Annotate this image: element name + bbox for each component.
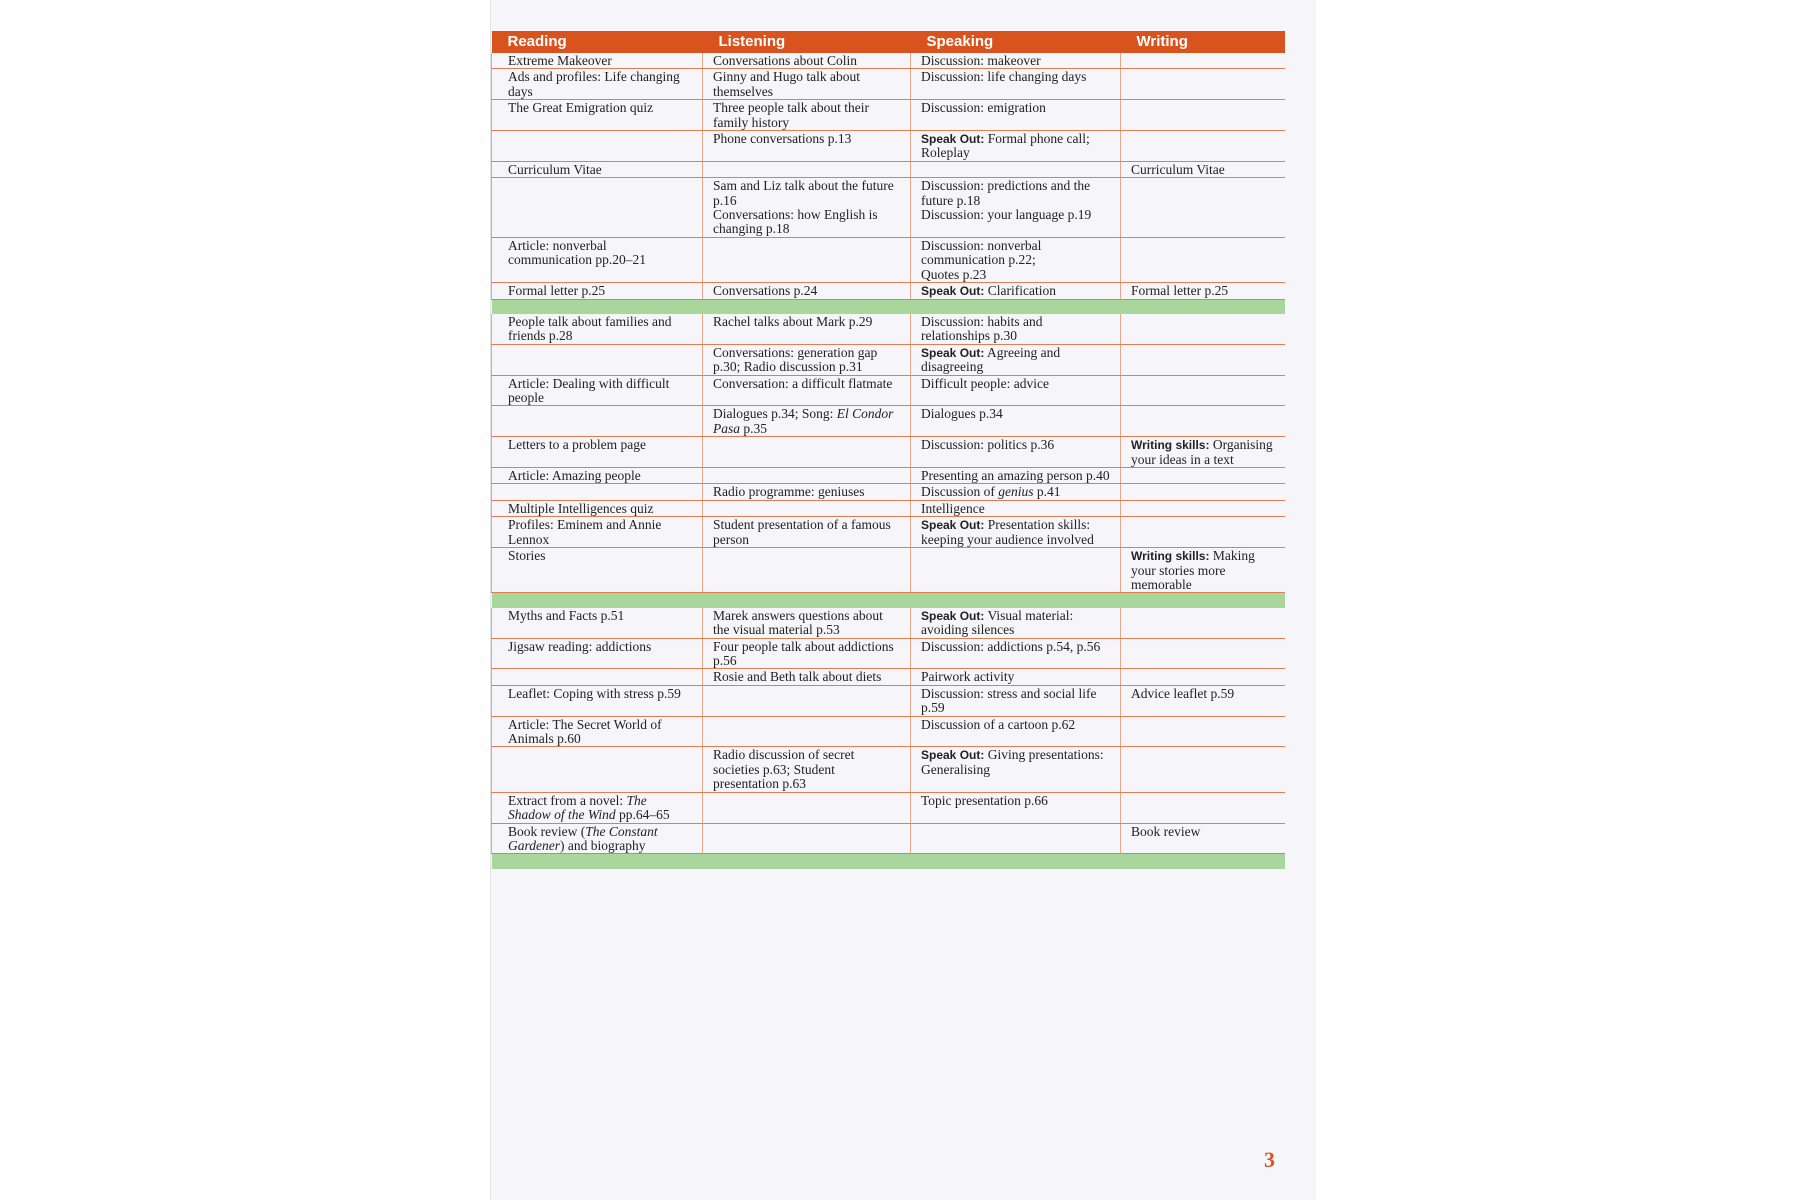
listening-cell bbox=[703, 100, 911, 131]
table-row bbox=[492, 344, 1285, 375]
section-separator-bar bbox=[492, 593, 1285, 608]
writing-cell bbox=[1121, 69, 1285, 100]
speaking-cell bbox=[911, 716, 1121, 747]
cell-text: Conversations p.24 bbox=[713, 283, 818, 299]
speaking-cell bbox=[911, 344, 1121, 375]
cell-text: Jigsaw reading: addictions bbox=[508, 638, 652, 654]
cell-text: Organising your ideas in a text bbox=[1131, 437, 1273, 467]
speaking-cell bbox=[911, 178, 1121, 238]
section-separator-bar bbox=[492, 299, 1285, 314]
reading-cell bbox=[492, 517, 703, 548]
writing-cell bbox=[1121, 548, 1285, 593]
cell-text: Topic presentation p.66 bbox=[921, 792, 1048, 808]
reading-cell bbox=[492, 608, 703, 638]
cell-text: Discussion of a cartoon p.62 bbox=[921, 716, 1076, 732]
page-number: 3 bbox=[1264, 1147, 1275, 1172]
reading-cell bbox=[492, 500, 703, 516]
table-row bbox=[492, 237, 1285, 282]
reading-cell bbox=[492, 823, 703, 854]
cell-text: Formal phone call; Roleplay bbox=[921, 131, 1090, 161]
cell-text: Student presentation of a famous person bbox=[713, 517, 891, 547]
listening-cell bbox=[703, 69, 911, 100]
section-separator-bar bbox=[492, 854, 1285, 869]
table-row bbox=[492, 375, 1285, 406]
italic-title: The Constant Gardener bbox=[508, 823, 658, 853]
reading-cell bbox=[492, 314, 703, 344]
speaking-cell bbox=[911, 237, 1121, 282]
reading-cell bbox=[492, 161, 703, 177]
cell-text: pp.64–65 bbox=[615, 807, 670, 823]
cell-text: Rosie and Beth talk about diets bbox=[713, 669, 882, 685]
cell-text: Conversations: generation gap p.30; Radio discussion p.31 bbox=[713, 344, 878, 375]
listening-cell bbox=[703, 792, 911, 823]
writing-cell bbox=[1121, 161, 1285, 177]
skill-label: Speak Out: bbox=[921, 132, 985, 147]
cell-text: Radio programme: geniuses bbox=[713, 484, 865, 500]
listening-cell bbox=[703, 747, 911, 792]
listening-cell bbox=[703, 161, 911, 177]
speaking-cell bbox=[911, 100, 1121, 131]
listening-cell bbox=[703, 468, 911, 484]
listening-cell bbox=[703, 314, 911, 344]
cell-text: Extract from a novel: bbox=[508, 792, 627, 808]
table-row bbox=[492, 283, 1285, 299]
skill-label: Speak Out: bbox=[921, 608, 985, 623]
cell-text: Book review ( bbox=[508, 823, 586, 839]
speaking-cell bbox=[911, 131, 1121, 162]
italic-title: genius bbox=[998, 484, 1034, 500]
writing-cell bbox=[1121, 716, 1285, 747]
reading-cell bbox=[492, 100, 703, 131]
table-row bbox=[492, 131, 1285, 162]
speaking-cell bbox=[911, 638, 1121, 669]
cell-text: Radio discussion of secret societies p.63; Student presentation p.63 bbox=[713, 747, 855, 792]
writing-cell bbox=[1121, 53, 1285, 69]
cell-text: Book review bbox=[1131, 823, 1201, 839]
speaking-cell bbox=[911, 69, 1121, 100]
table-row bbox=[492, 638, 1285, 669]
reading-cell bbox=[492, 747, 703, 792]
reading-cell bbox=[492, 375, 703, 406]
writing-cell bbox=[1121, 178, 1285, 238]
table-row bbox=[492, 823, 1285, 854]
table-row bbox=[492, 548, 1285, 593]
table-row bbox=[492, 500, 1285, 516]
writing-cell bbox=[1121, 100, 1285, 131]
speaking-cell bbox=[911, 500, 1121, 516]
section-separator bbox=[492, 854, 1285, 869]
speaking-cell bbox=[911, 314, 1121, 344]
writing-cell bbox=[1121, 792, 1285, 823]
reading-cell bbox=[492, 69, 703, 100]
listening-cell bbox=[703, 131, 911, 162]
cell-text: Marek answers questions about the visual material p.53 bbox=[713, 607, 883, 638]
skill-label: Speak Out: bbox=[921, 284, 985, 299]
writing-cell bbox=[1121, 131, 1285, 162]
table-row bbox=[492, 69, 1285, 100]
cell-text: Leaflet: Coping with stress p.59 bbox=[508, 685, 681, 701]
writing-cell bbox=[1121, 500, 1285, 516]
speaking-cell bbox=[911, 53, 1121, 69]
table-row bbox=[492, 608, 1285, 638]
speaking-cell bbox=[911, 468, 1121, 484]
cell-text: Article: Amazing people bbox=[508, 468, 641, 484]
writing-cell bbox=[1121, 468, 1285, 484]
listening-cell bbox=[703, 375, 911, 406]
cell-text: Myths and Facts p.51 bbox=[508, 607, 625, 623]
cell-text: ) and biography bbox=[560, 837, 646, 853]
syllabus-body bbox=[492, 53, 1285, 869]
column-header-writing: Writing bbox=[1121, 31, 1285, 53]
table-row bbox=[492, 517, 1285, 548]
reading-cell bbox=[492, 638, 703, 669]
cell-text: Conversations about Colin bbox=[713, 53, 857, 68]
speaking-cell bbox=[911, 548, 1121, 593]
table-row bbox=[492, 468, 1285, 484]
skill-label: Writing skills: bbox=[1131, 549, 1210, 564]
speaking-cell bbox=[911, 406, 1121, 437]
reading-cell bbox=[492, 792, 703, 823]
cell-text: Discussion: makeover bbox=[921, 53, 1041, 68]
cell-text: Dialogues p.34 bbox=[921, 406, 1003, 422]
cell-text: Multiple Intelligences quiz bbox=[508, 500, 654, 516]
reading-cell bbox=[492, 283, 703, 299]
reading-cell bbox=[492, 484, 703, 500]
writing-cell bbox=[1121, 237, 1285, 282]
listening-cell bbox=[703, 178, 911, 238]
cell-text: Profiles: Eminem and Annie Lennox bbox=[508, 517, 662, 547]
speaking-cell bbox=[911, 283, 1121, 299]
table-row bbox=[492, 792, 1285, 823]
writing-cell bbox=[1121, 823, 1285, 854]
cell-text: Discussion: predictions and the future p.18 bbox=[921, 178, 1091, 208]
cell-text: Curriculum Vitae bbox=[508, 161, 602, 177]
cell-text: Three people talk about their family history bbox=[713, 100, 869, 130]
table-row bbox=[492, 437, 1285, 468]
cell-text: Making your stories more memorable bbox=[1131, 548, 1255, 592]
reading-cell bbox=[492, 406, 703, 437]
cell-text: People talk about families and friends p.28 bbox=[508, 314, 672, 344]
writing-cell bbox=[1121, 283, 1285, 299]
italic-title: The Shadow of the Wind bbox=[508, 792, 647, 823]
writing-cell bbox=[1121, 484, 1285, 500]
cell-text: Rachel talks about Mark p.29 bbox=[713, 314, 873, 329]
italic-title: El Condor Pasa bbox=[713, 406, 894, 436]
cell-text: Advice leaflet p.59 bbox=[1131, 685, 1235, 701]
reading-cell bbox=[492, 548, 703, 593]
cell-text: Pairwork activity bbox=[921, 669, 1015, 685]
writing-cell bbox=[1121, 344, 1285, 375]
listening-cell bbox=[703, 716, 911, 747]
cell-text: Extreme Makeover bbox=[508, 53, 612, 68]
listening-cell bbox=[703, 500, 911, 516]
table-row bbox=[492, 100, 1285, 131]
reading-cell bbox=[492, 685, 703, 716]
writing-cell bbox=[1121, 608, 1285, 638]
cell-text: Clarification bbox=[984, 283, 1056, 299]
cell-text: Discussion: addictions p.54, p.56 bbox=[921, 638, 1101, 654]
column-header-reading: Reading bbox=[492, 31, 703, 53]
writing-cell bbox=[1121, 406, 1285, 437]
cell-text: Sam and Liz talk about the future p.16 bbox=[713, 178, 894, 208]
cell-text: Discussion: emigration bbox=[921, 100, 1046, 116]
cell-text: Article: The Secret World of Animals p.60 bbox=[508, 716, 662, 747]
writing-cell bbox=[1121, 638, 1285, 669]
reading-cell bbox=[492, 468, 703, 484]
cell-text: Quotes p.23 bbox=[921, 266, 987, 282]
cell-text: Ginny and Hugo talk about themselves bbox=[713, 69, 860, 99]
cell-text: Intelligence bbox=[921, 500, 985, 516]
cell-text: Discussion: politics p.36 bbox=[921, 437, 1055, 453]
writing-cell bbox=[1121, 685, 1285, 716]
cell-text: The Great Emigration quiz bbox=[508, 100, 654, 116]
column-header-speaking: Speaking bbox=[911, 31, 1121, 53]
listening-cell bbox=[703, 484, 911, 500]
table-row bbox=[492, 685, 1285, 716]
speaking-cell bbox=[911, 517, 1121, 548]
speaking-cell bbox=[911, 608, 1121, 638]
listening-cell bbox=[703, 406, 911, 437]
textbook-page bbox=[490, 0, 1316, 1200]
writing-cell bbox=[1121, 517, 1285, 548]
listening-cell bbox=[703, 608, 911, 638]
reading-cell bbox=[492, 178, 703, 238]
cell-text: Formal letter p.25 bbox=[508, 283, 606, 299]
reading-cell bbox=[492, 716, 703, 747]
table-row bbox=[492, 484, 1285, 500]
cell-text: Discussion: stress and social life p.59 bbox=[921, 685, 1097, 716]
speaking-cell bbox=[911, 823, 1121, 854]
listening-cell bbox=[703, 53, 911, 69]
listening-cell bbox=[703, 344, 911, 375]
cell-text: Dialogues p.34; Song: bbox=[713, 406, 837, 422]
cell-text: Difficult people: advice bbox=[921, 375, 1049, 391]
writing-cell bbox=[1121, 314, 1285, 344]
cell-text: Discussion: your language p.19 bbox=[921, 207, 1092, 223]
cell-text: Formal letter p.25 bbox=[1131, 283, 1229, 299]
writing-cell bbox=[1121, 437, 1285, 468]
table-row bbox=[492, 161, 1285, 177]
cell-text: p.41 bbox=[1033, 484, 1061, 500]
cell-text: Article: Dealing with difficult people bbox=[508, 375, 670, 406]
writing-cell bbox=[1121, 375, 1285, 406]
speaking-cell bbox=[911, 484, 1121, 500]
section-separator bbox=[492, 299, 1285, 314]
cell-text: Presentation skills: keeping your audience involved bbox=[921, 517, 1094, 547]
listening-cell bbox=[703, 437, 911, 468]
cell-text: Discussion: nonverbal communication p.22; bbox=[921, 237, 1042, 268]
cell-text: Visual material: avoiding silences bbox=[921, 607, 1074, 638]
cell-text: Ads and profiles: Life changing days bbox=[508, 69, 680, 99]
cell-text: p.35 bbox=[740, 420, 767, 436]
table-row bbox=[492, 178, 1285, 238]
cell-text: Stories bbox=[508, 548, 546, 564]
table-row bbox=[492, 53, 1285, 69]
listening-cell bbox=[703, 517, 911, 548]
table-row bbox=[492, 406, 1285, 437]
cell-text: Discussion of bbox=[921, 484, 999, 500]
skill-label: Writing skills: bbox=[1131, 438, 1210, 453]
speaking-cell bbox=[911, 685, 1121, 716]
listening-cell bbox=[703, 685, 911, 716]
speaking-cell bbox=[911, 161, 1121, 177]
listening-cell bbox=[703, 283, 911, 299]
writing-cell bbox=[1121, 747, 1285, 792]
cell-text: Presenting an amazing person p.40 bbox=[921, 468, 1110, 484]
reading-cell bbox=[492, 131, 703, 162]
cell-text: Four people talk about addictions p.56 bbox=[713, 638, 894, 669]
cell-text: Conversations: how English is changing p.18 bbox=[713, 207, 878, 237]
cell-text: Discussion: habits and relationships p.30 bbox=[921, 314, 1043, 344]
section-separator bbox=[492, 593, 1285, 608]
listening-cell bbox=[703, 669, 911, 685]
syllabus-table bbox=[491, 31, 1285, 869]
cell-text: Letters to a problem page bbox=[508, 437, 646, 453]
cell-text: Discussion: life changing days bbox=[921, 69, 1087, 85]
header-row bbox=[492, 31, 1285, 53]
table-row bbox=[492, 716, 1285, 747]
listening-cell bbox=[703, 823, 911, 854]
listening-cell bbox=[703, 548, 911, 593]
listening-cell bbox=[703, 638, 911, 669]
reading-cell bbox=[492, 344, 703, 375]
reading-cell bbox=[492, 53, 703, 69]
reading-cell bbox=[492, 437, 703, 468]
speaking-cell bbox=[911, 669, 1121, 685]
cell-text: Agreeing and disagreeing bbox=[921, 344, 1061, 375]
skill-label: Speak Out: bbox=[921, 345, 985, 360]
listening-cell bbox=[703, 237, 911, 282]
table-row bbox=[492, 747, 1285, 792]
skill-label: Speak Out: bbox=[921, 748, 985, 763]
cell-text: Curriculum Vitae bbox=[1131, 161, 1225, 177]
reading-cell bbox=[492, 669, 703, 685]
cell-text: Conversation: a difficult flatmate bbox=[713, 375, 893, 391]
writing-cell bbox=[1121, 669, 1285, 685]
table-row bbox=[492, 314, 1285, 344]
skill-label: Speak Out: bbox=[921, 518, 985, 533]
cell-text: Phone conversations p.13 bbox=[713, 131, 852, 147]
speaking-cell bbox=[911, 437, 1121, 468]
cell-text: Giving presentations: Generalising bbox=[921, 747, 1104, 777]
column-header-listening: Listening bbox=[703, 31, 911, 53]
speaking-cell bbox=[911, 747, 1121, 792]
speaking-cell bbox=[911, 792, 1121, 823]
speaking-cell bbox=[911, 375, 1121, 406]
reading-cell bbox=[492, 237, 703, 282]
cell-text: Article: nonverbal communication pp.20–21 bbox=[508, 237, 646, 268]
table-row bbox=[492, 669, 1285, 685]
